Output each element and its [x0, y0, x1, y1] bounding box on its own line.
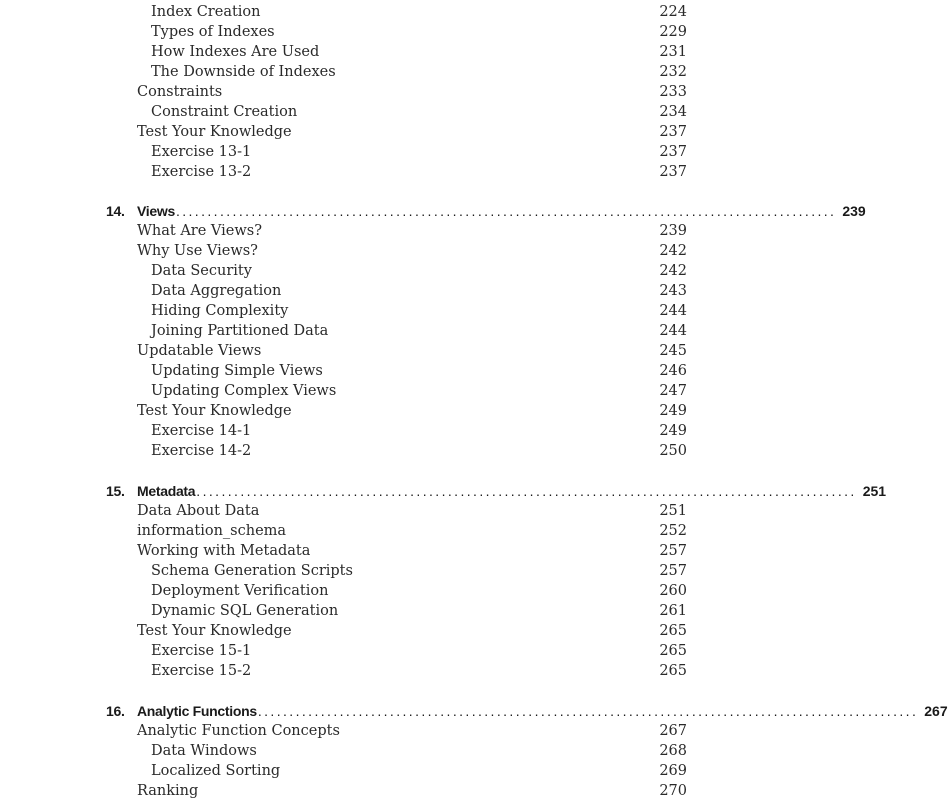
toc-entry[interactable]	[0, 641, 800, 661]
toc-entry[interactable]	[0, 162, 800, 182]
toc-entry[interactable]	[0, 501, 800, 521]
toc-entry-title: Exercise 13-1	[151, 144, 252, 160]
toc-entry[interactable]	[0, 541, 800, 561]
toc-entry-title: What Are Views?	[137, 223, 262, 239]
chapter-heading-15[interactable]	[0, 481, 887, 501]
toc-entry-title: Constraint Creation	[151, 104, 298, 120]
toc-entry-page: 269	[659, 763, 687, 779]
toc-entry-page: 265	[659, 643, 687, 659]
toc-entry-title: Data Security	[151, 263, 252, 279]
toc-entry[interactable]	[0, 341, 800, 361]
toc-entry[interactable]	[0, 781, 800, 801]
dot-leader: .........................................................................................................	[257, 703, 919, 719]
toc-entry[interactable]	[0, 142, 800, 162]
toc-entry-page: 237	[659, 164, 687, 180]
toc-entry[interactable]	[0, 521, 800, 541]
toc-entry[interactable]	[0, 361, 800, 381]
toc-entry-page: 246	[659, 363, 687, 379]
toc-entry-title: Updating Simple Views	[151, 363, 323, 379]
toc-entry[interactable]	[0, 241, 800, 261]
toc-entry-page: 270	[659, 783, 687, 799]
toc-entry-title: Exercise 15-2	[151, 663, 252, 679]
toc-entry-title: Deployment Verification	[151, 583, 329, 599]
toc-entry-title: Constraints	[137, 84, 223, 100]
toc-entry[interactable]	[0, 102, 800, 122]
toc-entry-title: How Indexes Are Used	[151, 44, 320, 60]
toc-entry[interactable]	[0, 601, 800, 621]
toc-entry-page: 250	[659, 443, 687, 459]
toc-entry-page: 243	[659, 283, 687, 299]
toc-entry[interactable]	[0, 741, 800, 761]
toc-entry[interactable]	[0, 661, 800, 681]
toc-entry-title: Schema Generation Scripts	[151, 563, 353, 579]
toc-entry[interactable]	[0, 581, 800, 601]
toc-entry-page: 265	[659, 623, 687, 639]
toc-entry-title: Exercise 14-2	[151, 443, 252, 459]
toc-entry-title: Updatable Views	[137, 343, 262, 359]
toc-entry-page: 247	[659, 383, 687, 399]
toc-entry-title: Dynamic SQL Generation	[151, 603, 339, 619]
toc-entry[interactable]	[0, 401, 800, 421]
toc-entry-title: Working with Metadata	[137, 543, 311, 559]
toc-entry-page: 237	[659, 124, 687, 140]
toc-entry-title: Test Your Knowledge	[137, 623, 292, 639]
toc-entry-page: 260	[659, 583, 687, 599]
toc-entry-page: 224	[659, 4, 687, 20]
chapter-title: Analytic Functions	[137, 703, 257, 719]
toc-entry-title: Test Your Knowledge	[137, 403, 292, 419]
toc-entry-title: information_schema	[137, 523, 287, 539]
toc-entry-title: The Downside of Indexes	[151, 64, 336, 80]
dot-leader: .........................................................................................................	[196, 483, 857, 499]
toc-entry[interactable]	[0, 221, 800, 241]
toc-entry-page: 257	[659, 543, 687, 559]
toc-entry[interactable]	[0, 261, 800, 281]
toc-entry-title: Index Creation	[151, 4, 261, 20]
toc-entry[interactable]	[0, 621, 800, 641]
toc-entry-title: Exercise 14-1	[151, 423, 252, 439]
toc-entry[interactable]	[0, 281, 800, 301]
toc-entry-page: 233	[659, 84, 687, 100]
toc-entry-page: 265	[659, 663, 687, 679]
toc-entry-title: Types of Indexes	[151, 24, 275, 40]
toc-entry[interactable]	[0, 2, 800, 22]
chapter-page: 239	[842, 203, 866, 219]
toc-entry-page: 242	[659, 263, 687, 279]
toc-entry[interactable]	[0, 381, 800, 401]
toc-entry-page: 239	[659, 223, 687, 239]
chapter-page: 251	[862, 483, 887, 499]
chapter-page: 267	[924, 703, 948, 719]
toc-entry[interactable]	[0, 82, 800, 102]
toc-entry[interactable]	[0, 421, 800, 441]
toc-entry-page: 242	[659, 243, 687, 259]
dot-leader: .........................................................................................................	[175, 203, 837, 219]
toc-entry[interactable]	[0, 761, 800, 781]
toc-entry[interactable]	[0, 721, 800, 741]
toc-entry[interactable]	[0, 62, 800, 82]
toc-entry-title: Ranking	[137, 783, 199, 799]
toc-entry[interactable]	[0, 42, 800, 62]
toc-entry-page: 261	[659, 603, 687, 619]
chapter-number: 16.	[106, 703, 125, 719]
toc-entry-page: 245	[659, 343, 687, 359]
toc-entry-title: Test Your Knowledge	[137, 124, 292, 140]
toc-entry-page: 249	[659, 403, 687, 419]
chapter-title: Views	[137, 203, 175, 219]
toc-entry-page: 252	[659, 523, 687, 539]
toc-entry-page: 229	[659, 24, 687, 40]
chapter-title: Metadata	[137, 483, 196, 499]
toc-entry-title: Data About Data	[137, 503, 260, 519]
toc-entry-title: Hiding Complexity	[151, 303, 289, 319]
toc-entry-page: 237	[659, 144, 687, 160]
chapter-heading-16[interactable]	[0, 701, 948, 721]
chapter-heading-14[interactable]	[0, 201, 866, 221]
toc-entry-title: Exercise 15-1	[151, 643, 252, 659]
toc-entry-page: 232	[659, 64, 687, 80]
toc-entry[interactable]	[0, 301, 800, 321]
toc-entry-page: 244	[659, 323, 687, 339]
toc-entry-page: 234	[659, 104, 687, 120]
toc-entry-title: Why Use Views?	[137, 243, 258, 259]
toc-entry-page: 267	[659, 723, 687, 739]
toc-entry-title: Updating Complex Views	[151, 383, 337, 399]
toc-entry-title: Analytic Function Concepts	[137, 723, 340, 739]
toc-entry[interactable]	[0, 321, 800, 341]
toc-entry-page: 257	[659, 563, 687, 579]
toc-entry[interactable]	[0, 122, 800, 142]
toc-entry[interactable]	[0, 22, 800, 42]
toc-entry-page: 244	[659, 303, 687, 319]
toc-entry-title: Data Windows	[151, 743, 257, 759]
toc-entry-title: Data Aggregation	[151, 283, 282, 299]
chapter-number: 14.	[106, 203, 125, 219]
toc-entry-title: Localized Sorting	[151, 763, 281, 779]
toc-entry[interactable]	[0, 441, 800, 461]
toc-entry-page: 251	[659, 503, 687, 519]
toc-entry-page: 231	[659, 44, 687, 60]
chapter-number: 15.	[106, 483, 125, 499]
toc-entry-page: 249	[659, 423, 687, 439]
toc-entry-title: Exercise 13-2	[151, 164, 252, 180]
toc-entry-title: Joining Partitioned Data	[151, 323, 329, 339]
toc-entry-page: 268	[659, 743, 687, 759]
toc-entry[interactable]	[0, 561, 800, 581]
